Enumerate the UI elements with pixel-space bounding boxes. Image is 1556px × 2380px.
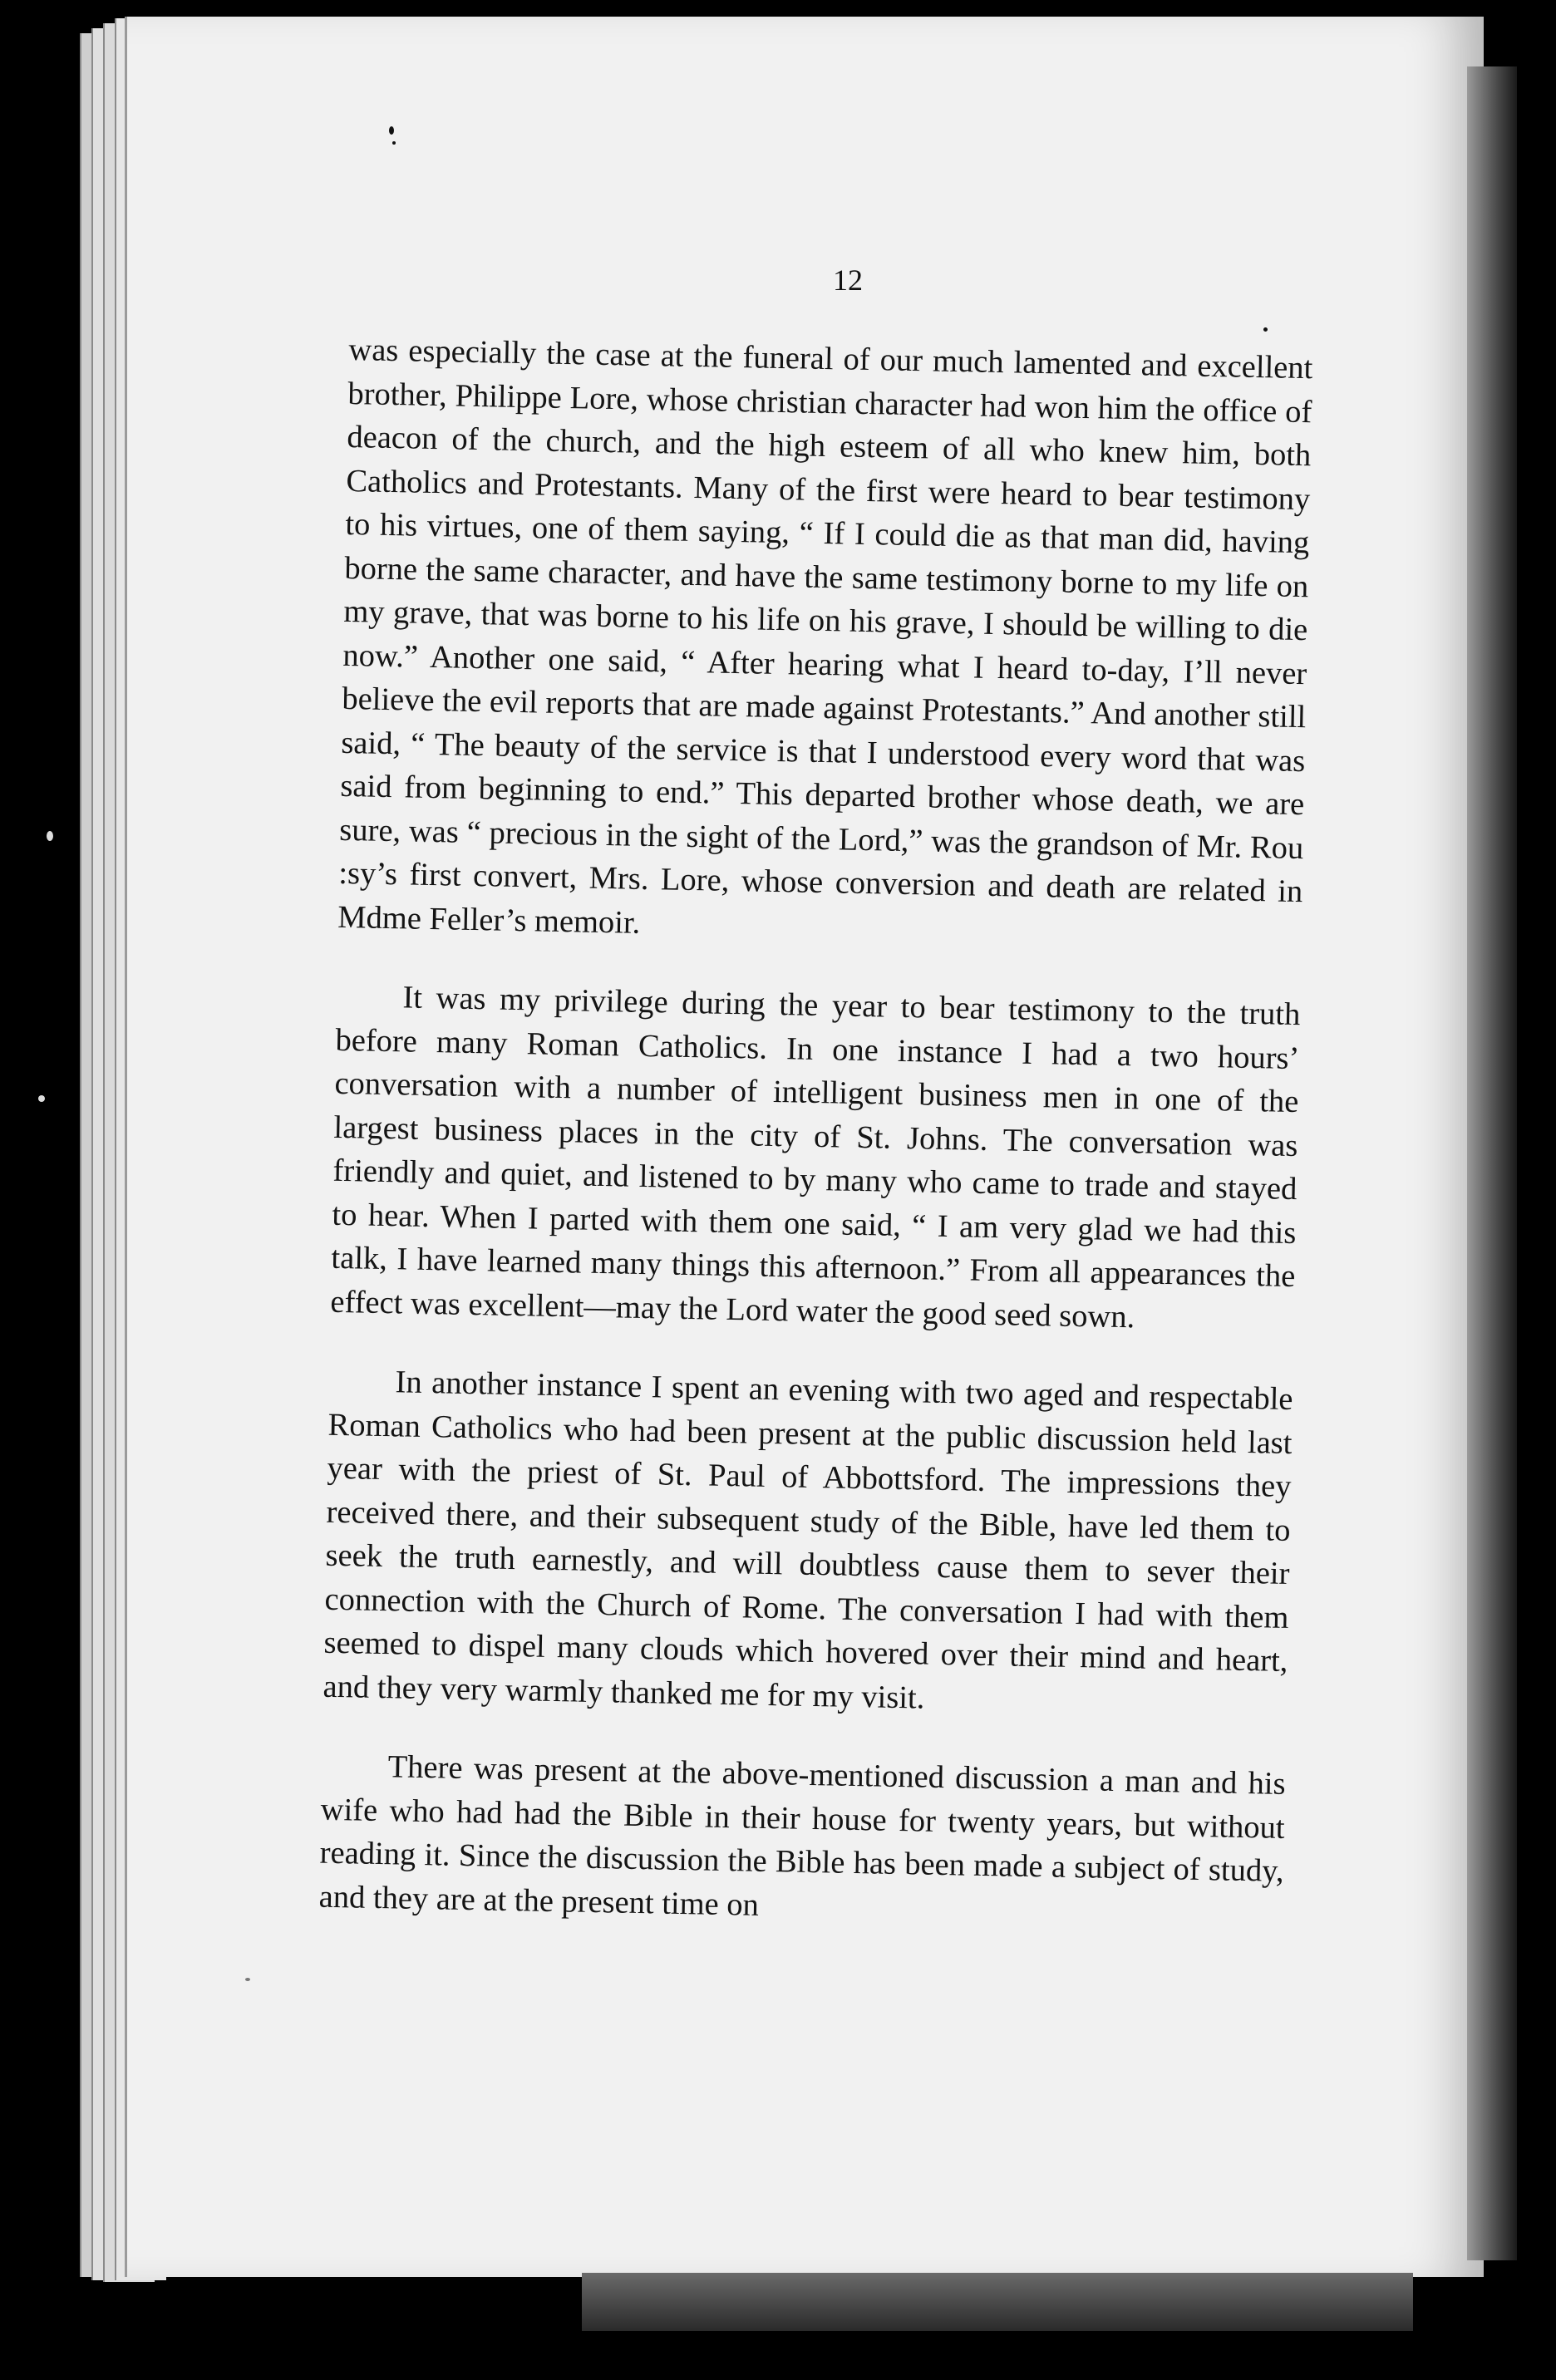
dust-speck xyxy=(47,831,53,841)
paragraph-2: It was my privilege during the year to bear testimony to the truth before many Roman Catholics. In one instance I had a two hours’ conversation with a number of intelligent business men in one of the largest business places in the city of St. Johns. The conversation was friendly and quiet, and listened to by many who came to trade and stayed to hear. When I parted with them one said, “ I am very glad we had this talk, I have learned many things this afternoon.” From all appearances the effect was excellent—may the Lord water the good seed sown. xyxy=(330,980,1301,1335)
page-number: 12 xyxy=(833,263,863,297)
paragraph-1: was especially the case at the funeral of our much lamented and excellent brother, Philippe Lore, whose christian character had won him the office of deacon of the church, and the high esteem of all who knew him, both Catholics and Protestants. Many of the first were heard to bear testimony to his virtues, one of them saying, “ If I could die as that man did, having borne the same character, and have the same testimony borne to my life on my grave, that was borne to his life on his grave, I should be willing to die now.” Another one said, “ After hearing what I heard to-day, I’ll never believe the evil reports that are made against Protestants.” And another still said, “ The beauty of the service is that I understood every word that was said from beginning to end.” This departed brother whose death, we are sure, was “ precious in the sight of the Lord,” was the grandson of Mr. Rou :sy’s first convert, Mrs. Lore, whose conversion and death are related in Mdme Feller’s memoir. xyxy=(337,332,1313,941)
body-text xyxy=(318,328,1312,1973)
paragraph-4: There was present at the above-mentioned discussion a man and his wife who had had the Bible in their house for twenty years, but without reading it. Since the discussion the Bible has been made a subject of study, and they are at the present time on xyxy=(318,1749,1286,1923)
paragraph-3: In another instance I spent an evening with two aged and respectable Roman Catholics who had been present at the public discussion held last year with the priest of St. Paul of Abbottsford. The impressions they received there, and their subsequent study of the Bible, have led them to seek the truth earnestly, and will doubtless cause them to sever their connection with the Church of Rome. The conversation I had with them seemed to dispel many clouds which hovered over their mind and heart, and they very warmly thanked me for my visit. xyxy=(323,1365,1293,1716)
dust-speck xyxy=(1263,327,1268,332)
dust-speck xyxy=(245,1978,250,1981)
dust-speck xyxy=(392,141,396,145)
dust-speck xyxy=(389,126,394,135)
page-gutter-shadow xyxy=(1467,66,1517,2260)
dust-speck xyxy=(38,1095,45,1102)
bottom-shadow xyxy=(582,2273,1413,2331)
